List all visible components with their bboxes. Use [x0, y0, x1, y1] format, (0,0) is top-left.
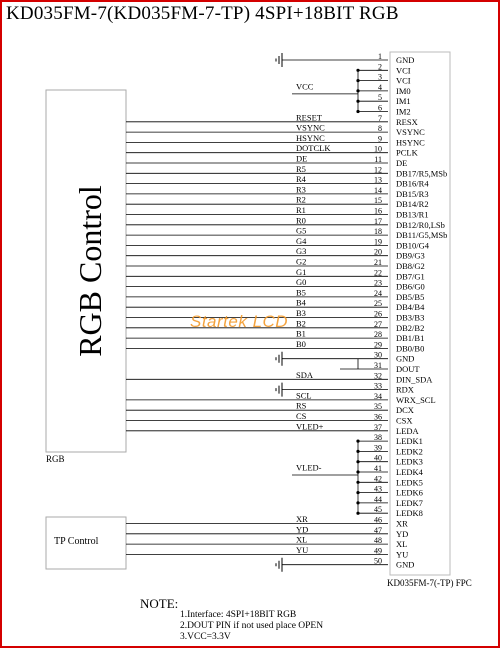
pin-number: 39 — [374, 443, 382, 453]
pin-number: 30 — [374, 350, 382, 360]
net-label: SCL — [296, 390, 312, 401]
net-label: VLED+ — [296, 421, 324, 432]
pin-name: VSYNC — [396, 127, 425, 138]
pin-name: IM0 — [396, 85, 411, 96]
pin-name: DB12/R0,LSb — [396, 219, 445, 230]
net-label: B2 — [296, 318, 306, 329]
tp-control-label: TP Control — [54, 536, 99, 547]
net-label: RESET — [296, 112, 322, 123]
pin-name: RDX — [396, 384, 414, 395]
note-line: 3.VCC=3.3V — [180, 632, 231, 642]
pin-number: 42 — [374, 474, 382, 484]
pin-number: 31 — [374, 361, 382, 370]
junction-dot — [356, 501, 359, 504]
pin-name: GND — [396, 353, 415, 364]
pin-name: DIN_SDA — [396, 374, 433, 385]
pin-name: DB15/R3 — [396, 188, 429, 199]
pin-number: 40 — [374, 453, 382, 463]
pin-name: YU — [396, 549, 409, 560]
pin-name: DB9/G3 — [396, 250, 425, 261]
net-label: R0 — [296, 215, 306, 226]
net-label: SDA — [296, 369, 314, 380]
pin-name: DB2/B2 — [396, 322, 425, 333]
pin-number: 18 — [374, 227, 382, 237]
pin-name: LEDK4 — [396, 467, 423, 477]
pin-number: 15 — [374, 196, 382, 206]
pin-name: DB1/B1 — [396, 333, 425, 344]
net-label: R2 — [296, 194, 306, 205]
junction-dot — [356, 69, 359, 72]
note-lines — [180, 610, 323, 643]
net-label: RS — [296, 400, 307, 411]
pin-name: DB7/G1 — [396, 271, 425, 282]
pin-name: DCX — [396, 405, 414, 416]
pin-group — [126, 52, 447, 570]
pin-name: DB10/G4 — [396, 240, 430, 251]
net-label: B3 — [296, 308, 306, 318]
pin-number: 19 — [374, 237, 382, 247]
pin-name: LEDK1 — [396, 436, 423, 447]
pin-name: LEDA — [396, 425, 419, 436]
pin-number: 36 — [374, 412, 382, 422]
pin-name: DB13/R1 — [396, 209, 429, 220]
pin-name: DB8/G2 — [396, 261, 425, 271]
pin-number: 17 — [374, 216, 382, 226]
junction-dot — [356, 450, 359, 453]
pin-number: 43 — [374, 484, 382, 494]
net-label: G3 — [296, 246, 307, 257]
pin-number: 24 — [374, 288, 382, 298]
junction-dot — [356, 89, 359, 92]
pin-number: 2 — [378, 62, 382, 72]
net-label: G2 — [296, 256, 307, 267]
pin-number: 35 — [374, 402, 382, 412]
pin-name: XR — [396, 518, 408, 529]
pin-number: 47 — [374, 525, 382, 535]
net-label: B1 — [296, 328, 306, 339]
net-label: B0 — [296, 338, 306, 349]
pin-name: DB16/R4 — [396, 178, 429, 189]
pin-number: 7 — [378, 113, 382, 123]
fpc-caption: KD035FM-7(-TP) FPC — [387, 578, 472, 588]
pin-name: IM1 — [396, 96, 411, 107]
net-label: DOTCLK — [296, 143, 331, 154]
pin-number: 48 — [374, 536, 382, 546]
pin-name: GND — [396, 559, 415, 570]
pin-number: 44 — [374, 494, 382, 504]
pin-number: 16 — [374, 206, 382, 216]
pin-number: 29 — [374, 340, 382, 350]
pin-name: GND — [396, 55, 415, 65]
pin-name: YD — [396, 528, 409, 539]
pin-name: DB0/B0 — [396, 343, 425, 354]
junction-dot — [356, 110, 359, 113]
pin-number: 20 — [374, 247, 382, 257]
pin-name: LEDK7 — [396, 497, 423, 508]
diagram-title: KD035FM-7(KD035FM-7-TP) 4SPI+18BIT RGB — [6, 3, 399, 24]
pin-name: DB6/G0 — [396, 281, 425, 292]
net-label: R4 — [296, 174, 306, 185]
net-label: DE — [296, 153, 308, 164]
pin-name: LEDK2 — [396, 446, 423, 457]
net-label: VSYNC — [296, 122, 325, 133]
note-line: 1.Interface: 4SPI+18BIT RGB — [180, 610, 297, 620]
junction-dot — [356, 460, 359, 463]
pin-number: 12 — [374, 165, 382, 175]
pin-number: 23 — [374, 278, 382, 288]
pin-name: VCI — [396, 75, 411, 86]
pin-name: DE — [396, 158, 408, 168]
net-label: G5 — [296, 225, 307, 236]
pin-name: DOUT — [396, 364, 420, 374]
pin-name: HSYNC — [396, 137, 425, 148]
pin-name: WRX_SCL — [396, 394, 436, 405]
pin-number: 6 — [378, 103, 382, 113]
note-heading: NOTE: — [140, 596, 179, 611]
net-label: YD — [296, 524, 309, 535]
pin-name: XL — [396, 539, 408, 550]
pin-name: VCI — [396, 65, 411, 76]
net-label: B5 — [296, 287, 306, 298]
pin-name: LEDK6 — [396, 487, 423, 498]
net-label: YU — [296, 544, 309, 555]
junction-dot — [356, 491, 359, 494]
pin-name: IM2 — [396, 106, 411, 117]
pin-name: DB17/R5,MSb — [396, 168, 448, 179]
net-label: G0 — [296, 277, 307, 288]
pin-number: 3 — [378, 72, 382, 82]
pin-number: 50 — [374, 556, 382, 566]
net-label: R3 — [296, 184, 306, 195]
pin-number: 4 — [378, 82, 382, 92]
pin-name: DB14/R2 — [396, 199, 429, 210]
pin-number: 14 — [374, 185, 382, 195]
pin-number: 5 — [378, 93, 382, 103]
junction-dot — [356, 100, 359, 103]
pin-number: 13 — [374, 175, 382, 185]
junction-dot — [356, 512, 359, 515]
net-label: VCC — [296, 81, 314, 92]
junction-dot — [356, 481, 359, 484]
pin-number: 45 — [374, 505, 382, 515]
net-label: XR — [296, 514, 308, 524]
pin-number: 49 — [374, 546, 382, 556]
net-label: VLED- — [296, 462, 322, 473]
pin-number: 38 — [374, 433, 382, 443]
net-label: HSYNC — [296, 132, 325, 143]
pin-name: PCLK — [396, 147, 418, 158]
rgb-caption: RGB — [46, 454, 65, 464]
net-label: R1 — [296, 205, 306, 215]
pin-number: 28 — [374, 330, 382, 340]
pin-name: DB5/B5 — [396, 291, 425, 302]
pin-name: CSX — [396, 415, 413, 426]
pin-number: 9 — [378, 134, 382, 144]
pin-number: 26 — [374, 309, 382, 319]
pin-number: 11 — [374, 155, 382, 164]
rgb-control-label: RGB Control — [72, 185, 108, 357]
junction-dot — [356, 470, 359, 473]
pin-number: 10 — [374, 144, 382, 154]
pin-number: 27 — [374, 319, 382, 329]
pin-number: 34 — [374, 391, 382, 401]
pin-number: 25 — [374, 299, 382, 309]
net-label: G1 — [296, 266, 307, 277]
pin-number: 41 — [374, 464, 382, 473]
pin-number: 21 — [374, 258, 382, 267]
net-label: R5 — [296, 163, 306, 174]
pin-name: LEDK5 — [396, 477, 423, 488]
junction-dot — [356, 79, 359, 82]
note-line: 2.DOUT PIN if not used place OPEN — [180, 621, 324, 631]
pin-name: DB4/B4 — [396, 302, 425, 313]
pin-number: 33 — [374, 381, 382, 391]
pin-number: 37 — [374, 422, 382, 432]
net-label: G4 — [296, 235, 307, 246]
watermark: Startek LCD — [190, 312, 289, 331]
pin-name: DB3/B3 — [396, 312, 425, 323]
pin-name: LEDK3 — [396, 456, 423, 467]
junction-dot — [356, 440, 359, 443]
pin-number: 8 — [378, 124, 382, 134]
pin-name: RESX — [396, 116, 418, 127]
pin-name: DB11/G5,MSb — [396, 230, 448, 241]
pin-number: 46 — [374, 515, 382, 525]
pin-number: 22 — [374, 268, 382, 278]
net-label: XL — [296, 534, 308, 545]
pin-number: 32 — [374, 371, 382, 381]
net-label: CS — [296, 411, 307, 421]
pin-number: 1 — [378, 52, 382, 61]
net-label: B4 — [296, 297, 306, 308]
pin-name: LEDK8 — [396, 508, 423, 519]
